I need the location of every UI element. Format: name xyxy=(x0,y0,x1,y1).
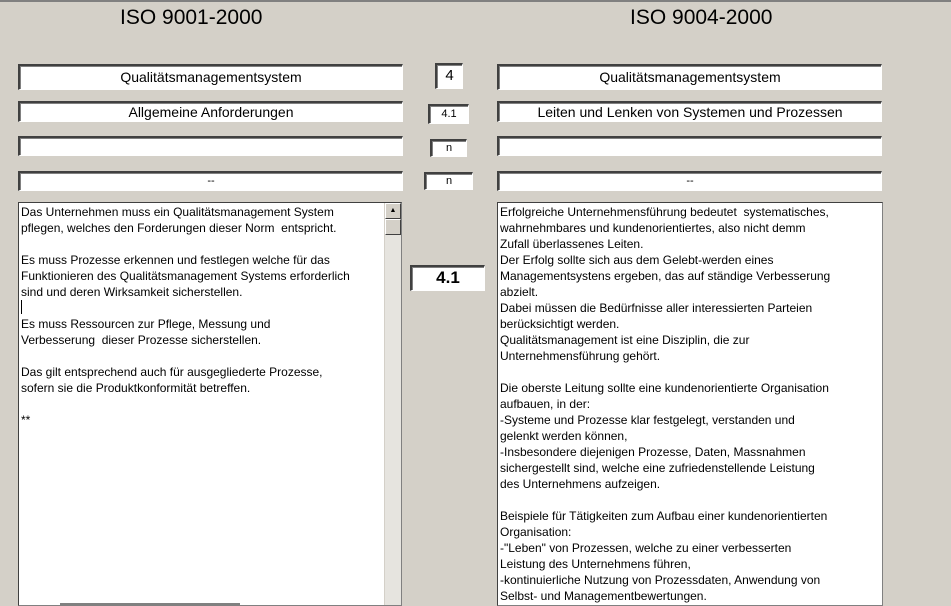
right-sub-subsection-field[interactable]: -- xyxy=(497,171,882,191)
window-top-border xyxy=(0,0,951,2)
right-guideline-memo[interactable] xyxy=(497,202,883,606)
right-memo-text: Erfolgreiche Unternehmensführung bedeutet systematisches, wahrnehmbares und kundenorientiertes, also nicht demm Zufall überlassenes Leiten. Der Erfolg sollte sich aus dem Gelebt-werden eines Managementsystens ergeben, das auf ständige Verbesserung abzielt. Dabei müssen die Bedürfnisse aller interessierten Parteien berücksichtigt werden. Qualitätsmanagement ist eine Disziplin, die zur Unternehmensführung gehört. Die oberste Leitung sollte eine kundenorientierte Organisation aufbauen, in der: -Systeme und Prozesse klar festgelegt, verstanden und gelenkt werden können, -Insbesondere diejenigen Prozesse, Daten, Massnahmen sichergestellt sind, welche eine zufriedenstellende Leistung des Unternehmens aufzeigen. Beispiele für Tätigkeiten zum Aufbau einer kundenorientierten Organisation: -"Leben" von Prozessen, welche zu einer verbesserten Leistung des Unternehmens führen, -kontinuierliche Nutzung von Prozessdaten, Anwendung von Selbst- und Managementbewertungen. xyxy=(500,205,831,603)
right-subsection-title-field[interactable] xyxy=(497,136,882,156)
left-chapter-title-field[interactable]: Qualitätsmanagementsystem xyxy=(18,64,403,90)
subsection-number-field[interactable]: n xyxy=(430,139,467,157)
current-clause-number[interactable]: 4.1 xyxy=(410,265,485,291)
section-number-field[interactable]: 4.1 xyxy=(428,104,469,124)
right-chapter-title-field[interactable]: Qualitätsmanagementsystem xyxy=(497,64,882,90)
sub-subsection-number-field[interactable]: n xyxy=(424,172,473,190)
left-section-title-field[interactable]: Allgemeine Anforderungen xyxy=(18,101,403,122)
chapter-number-field[interactable]: 4 xyxy=(435,63,463,89)
left-memo-scrollbar[interactable] xyxy=(384,203,401,605)
right-section-title-field[interactable]: Leiten und Lenken von Systemen und Prozessen xyxy=(497,101,882,122)
left-sub-subsection-field[interactable]: -- xyxy=(18,171,403,191)
scrollbar-thumb[interactable] xyxy=(385,219,401,235)
left-subsection-title-field[interactable] xyxy=(18,136,403,156)
text-cursor xyxy=(21,300,22,314)
scroll-up-arrow-icon[interactable]: ▲ xyxy=(385,203,401,219)
left-requirement-memo[interactable] xyxy=(18,202,402,606)
left-heading: ISO 9001-2000 xyxy=(120,6,263,29)
right-heading: ISO 9004-2000 xyxy=(630,6,773,29)
left-memo-text: Das Unternehmen muss ein Qualitätsmanagement System pflegen, welches den Forderungen dieser Norm entspricht. Es muss Prozesse erkennen und festlegen welche für das Funktionieren des Qualitätsmanagement Systems erforderlich sind und deren Wirksamkeit sicherstellen. Es muss Ressourcen zur Pflege, Messung und Verbesserung dieser Prozesse sicherstellen. Das gilt entsprechend auch für ausgegliederte Prozesse, sofern sie die Produktkonformität betreffen. ** xyxy=(21,205,350,427)
